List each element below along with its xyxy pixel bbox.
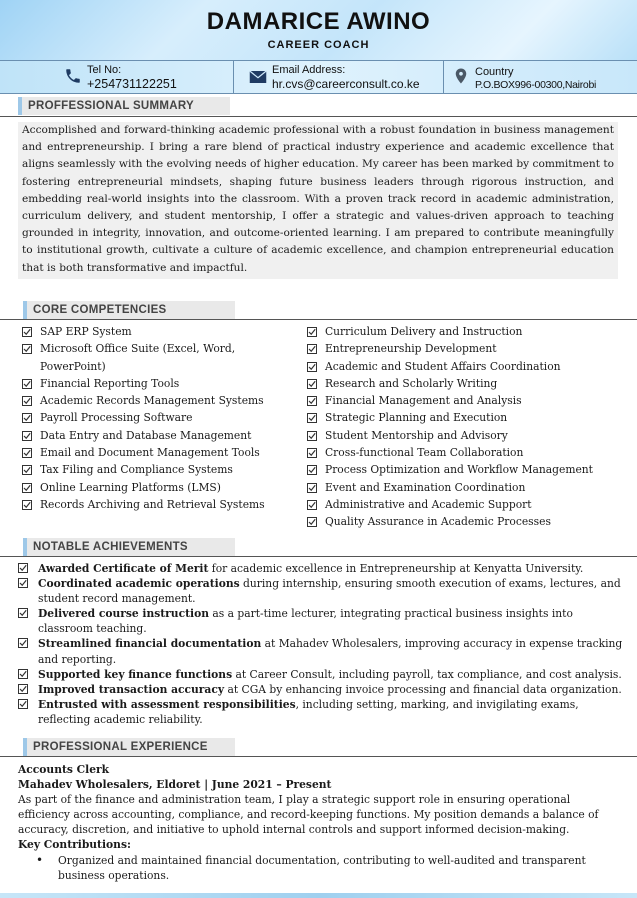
contact-phone xyxy=(0,61,234,93)
competency-item: Academic Records Management Systems xyxy=(22,392,297,409)
summary-text: Accomplished and forward-thinking academic professional with a robust foundation in business management and entrepreneurship. I bring a rare blend of practical industry experience and academic excellence that aligns seamlessly with the evolving needs of higher education. My career has been marked by commitment to fostering entrepreneurial mindsets, shaping future business leaders through rigorous instruction, and embedding real-world insights into the classroom. With a proven track record in academic administration, curriculum delivery, and student mentorship, I offer a strategic and values-driven approach to teaching grounded in integrity, innovation, and outcome-oriented learning. I am prepared to contribute meaningfully to institutional growth, cultivate a culture of academic excellence, and champion entrepreneurial education that is both transformative and impactful. xyxy=(18,122,618,279)
checkbox-checked-icon xyxy=(22,483,32,493)
competency-item: Academic and Student Affairs Coordination xyxy=(307,358,627,375)
contributions-list xyxy=(18,853,618,883)
checkbox-checked-icon xyxy=(307,483,317,493)
location-label: Country xyxy=(475,66,514,78)
competency-item: Records Archiving and Retrieval Systems xyxy=(22,496,297,513)
checkbox-checked-icon xyxy=(307,344,317,354)
section-divider xyxy=(0,319,637,320)
checkbox-checked-icon xyxy=(307,396,317,406)
competencies-right-list xyxy=(307,323,627,531)
checkbox-checked-icon xyxy=(18,684,28,694)
competency-item: Event and Examination Coordination xyxy=(307,479,627,496)
checkbox-checked-icon xyxy=(18,669,28,679)
candidate-role: CAREER COACH xyxy=(267,39,370,51)
experience-heading: PROFESSIONAL EXPERIENCE xyxy=(23,738,235,756)
email-label: Email Address: xyxy=(272,64,346,76)
competency-item: Online Learning Platforms (LMS) xyxy=(22,479,297,496)
competency-item: Strategic Planning and Execution xyxy=(307,409,627,426)
location-value: P.O.BOX996-00300,Nairobi xyxy=(475,79,597,91)
achievement-item: Streamlined financial documentation at Mahadev Wholesalers, improving accuracy in expense tracking and reporting. xyxy=(18,636,623,666)
achievement-item: Improved transaction accuracy at CGA by enhancing invoice processing and financial data organization. xyxy=(18,682,623,697)
checkbox-checked-icon xyxy=(18,699,28,709)
job-title: Accounts Clerk xyxy=(18,763,110,776)
competency-item: Process Optimization and Workflow Management xyxy=(307,461,627,478)
achievement-item: Entrusted with assessment responsibilities, including setting, marking, and invigilating exams, reflecting academic reliability. xyxy=(18,697,623,727)
competencies-left-list xyxy=(22,323,297,513)
checkbox-checked-icon xyxy=(22,448,32,458)
contact-strip xyxy=(0,60,637,94)
email-value[interactable]: hr.cvs@careerconsult.co.ke xyxy=(272,77,420,91)
section-divider xyxy=(0,556,637,557)
checkbox-checked-icon xyxy=(307,500,317,510)
checkbox-checked-icon xyxy=(307,379,317,389)
competency-item: Student Mentorship and Advisory xyxy=(307,427,627,444)
checkbox-checked-icon xyxy=(307,327,317,337)
contributions-label: Key Contributions: xyxy=(18,838,131,852)
checkbox-checked-icon xyxy=(307,517,317,527)
contact-location xyxy=(444,61,637,93)
section-divider xyxy=(0,756,637,757)
competency-item: Quality Assurance in Academic Processes xyxy=(307,513,627,530)
contribution-item: • Organized and maintained financial documentation, contributing to well-audited and transparent business operations. xyxy=(18,853,618,883)
achievements-list xyxy=(18,561,623,727)
location-pin-icon xyxy=(452,67,470,85)
summary-heading: PROFFESSIONAL SUMMARY xyxy=(18,97,230,115)
competency-item: Email and Document Management Tools xyxy=(22,444,297,461)
achievement-item: Awarded Certificate of Merit for academic excellence in Entrepreneurship at Kenyatta University. xyxy=(18,561,623,576)
competencies-heading: CORE COMPETENCIES xyxy=(23,301,235,319)
footer-bar xyxy=(0,893,637,898)
checkbox-checked-icon xyxy=(18,638,28,648)
phone-value[interactable]: +254731122251 xyxy=(87,77,177,91)
contact-email xyxy=(234,61,444,93)
competency-item: Entrepreneurship Development xyxy=(307,340,627,357)
checkbox-checked-icon xyxy=(18,578,28,588)
section-divider xyxy=(0,116,637,117)
competency-item: Tax Filing and Compliance Systems xyxy=(22,461,297,478)
competency-item: Cross-functional Team Collaboration xyxy=(307,444,627,461)
resume-header xyxy=(0,0,637,60)
checkbox-checked-icon xyxy=(22,344,32,354)
phone-icon xyxy=(64,67,82,85)
job-company-dates: Mahadev Wholesalers, Eldoret | June 2021 – Present xyxy=(18,778,332,792)
competency-item: Data Entry and Database Management xyxy=(22,427,297,444)
checkbox-checked-icon xyxy=(22,396,32,406)
achievement-item: Supported key finance functions at Career Consult, including payroll, tax compliance, and cost analysis. xyxy=(18,667,623,682)
competency-item-continued: PowerPoint) xyxy=(40,359,106,373)
checkbox-checked-icon xyxy=(22,327,32,337)
checkbox-checked-icon xyxy=(22,379,32,389)
candidate-name: DAMARICE AWINO xyxy=(206,8,431,35)
job-description: As part of the finance and administration team, I play a strategic support role in ensuring operational efficiency across accounting, compliance, and record-keeping functions. My position demands a balance of accuracy, discretion, and initiative to uphold internal controls and support informed decision-making. xyxy=(18,793,599,837)
competency-item: Curriculum Delivery and Instruction xyxy=(307,323,627,340)
phone-label: Tel No: xyxy=(87,64,122,76)
achievements-heading: NOTABLE ACHIEVEMENTS xyxy=(23,538,235,556)
checkbox-checked-icon xyxy=(307,431,317,441)
checkbox-checked-icon xyxy=(18,608,28,618)
checkbox-checked-icon xyxy=(22,431,32,441)
experience-entry xyxy=(18,762,618,883)
competency-item: Payroll Processing Software xyxy=(22,409,297,426)
checkbox-checked-icon xyxy=(22,500,32,510)
checkbox-checked-icon xyxy=(307,413,317,423)
competency-item: Financial Management and Analysis xyxy=(307,392,627,409)
envelope-icon xyxy=(249,68,267,86)
checkbox-checked-icon xyxy=(307,448,317,458)
checkbox-checked-icon xyxy=(307,465,317,475)
competency-item: SAP ERP System xyxy=(22,323,297,340)
achievement-item: Delivered course instruction as a part-time lecturer, integrating practical business insights into classroom teaching. xyxy=(18,606,623,636)
checkbox-checked-icon xyxy=(22,413,32,423)
competency-item: Microsoft Office Suite (Excel, Word, xyxy=(22,340,297,357)
competency-item: Financial Reporting Tools xyxy=(22,375,297,392)
competency-item: Administrative and Academic Support xyxy=(307,496,627,513)
competency-item: Research and Scholarly Writing xyxy=(307,375,627,392)
checkbox-checked-icon xyxy=(22,465,32,475)
achievement-item: Coordinated academic operations during internship, ensuring smooth execution of exams, lectures, and student record management. xyxy=(18,576,623,606)
checkbox-checked-icon xyxy=(307,362,317,372)
checkbox-checked-icon xyxy=(18,563,28,573)
